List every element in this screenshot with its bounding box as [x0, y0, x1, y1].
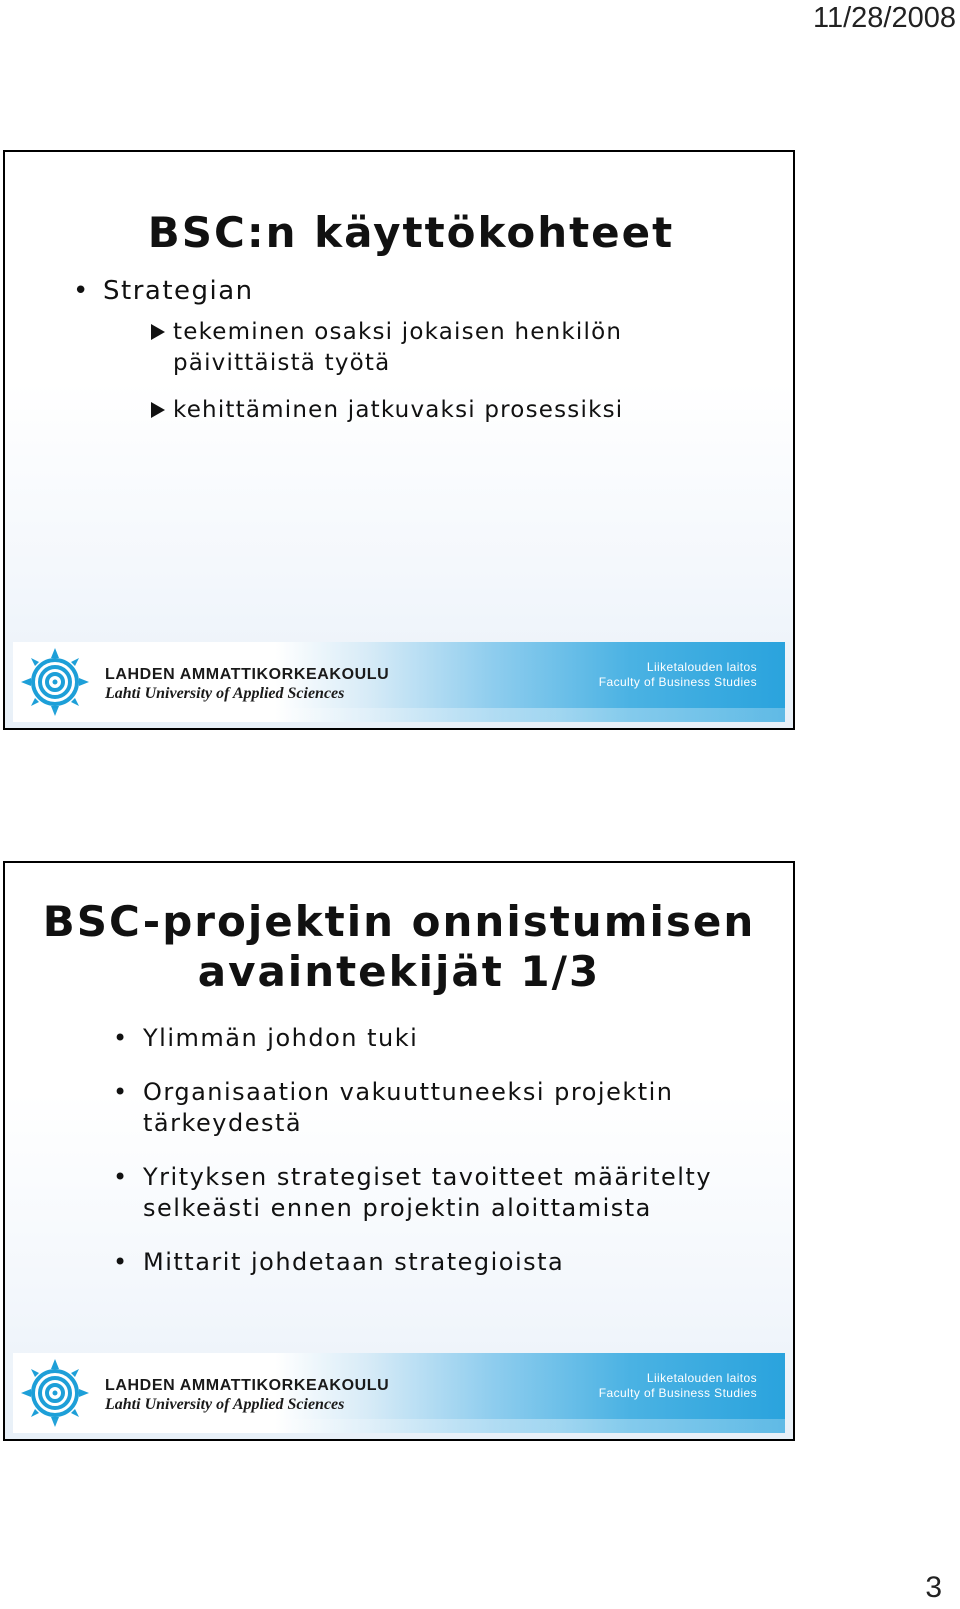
slide-2 [3, 861, 795, 1441]
sub-bullet-line: tekeminen osaksi jokaisen henkilön [173, 319, 623, 345]
bullet-item [113, 1247, 773, 1278]
faculty-finnish: Liiketalouden laitos [646, 1371, 757, 1385]
bullet-line: selkeästi ennen projektin aloittamista [143, 1194, 652, 1222]
school-name-english: Lahti University of Applied Sciences [105, 685, 345, 702]
school-name: LAHDEN AMMATTIKORKEAKOULU [105, 666, 390, 683]
sun-logo-icon [19, 1357, 91, 1429]
sub-bullet-list [151, 317, 773, 426]
slide-1 [3, 150, 795, 730]
sub-bullet-item [151, 317, 773, 379]
bullet-line: tärkeydestä [143, 1109, 303, 1137]
bullet-line: • Ylimmän johdon tuki [143, 1024, 419, 1052]
arrow-bullet-icon [151, 324, 165, 340]
bullet-text: Strategian [103, 276, 254, 306]
faculty-finnish: Liiketalouden laitos [646, 660, 757, 674]
bullet-item [113, 1162, 773, 1224]
school-name-english: Lahti University of Applied Sciences [105, 1396, 345, 1413]
arrow-bullet-icon [151, 402, 165, 418]
bullet-item [113, 1077, 773, 1139]
faculty-english: Faculty of Business Studies [598, 675, 757, 689]
bullet-line: • Yrityksen strategiset tavoitteet määritelty [143, 1163, 713, 1191]
bullet-item [113, 1023, 773, 1054]
slide-title-line: BSC:n käyttökohteet [147, 208, 675, 258]
sub-bullet-line: päivittäistä työtä [173, 350, 391, 376]
bullet-list [73, 276, 773, 442]
bullet-item [73, 276, 773, 426]
bullet-line: • Organisaation vakuuttuneeksi projektin [143, 1078, 674, 1106]
slide-footer-banner [13, 642, 785, 722]
sub-bullet-item [151, 395, 773, 426]
faculty-label [599, 660, 757, 690]
slide-title [29, 208, 793, 258]
slide-title-line: BSC-projektin onnistumisen [42, 897, 756, 947]
sub-bullet-line: kehittäminen jatkuvaksi prosessiksi [173, 397, 624, 423]
faculty-english: Faculty of Business Studies [598, 1386, 757, 1400]
school-name: LAHDEN AMMATTIKORKEAKOULU [105, 1377, 390, 1394]
page-number: 3 [925, 1571, 942, 1604]
slide-footer-banner [13, 1353, 785, 1433]
slide-title [5, 897, 793, 997]
sun-logo-icon [19, 646, 91, 718]
slide-title-line: avaintekijät 1/3 [197, 947, 601, 997]
faculty-label [599, 1371, 757, 1401]
page-date: 11/28/2008 [813, 2, 956, 34]
bullet-line: • Mittarit johdetaan strategioista [143, 1248, 565, 1276]
bullet-list [113, 1023, 773, 1301]
